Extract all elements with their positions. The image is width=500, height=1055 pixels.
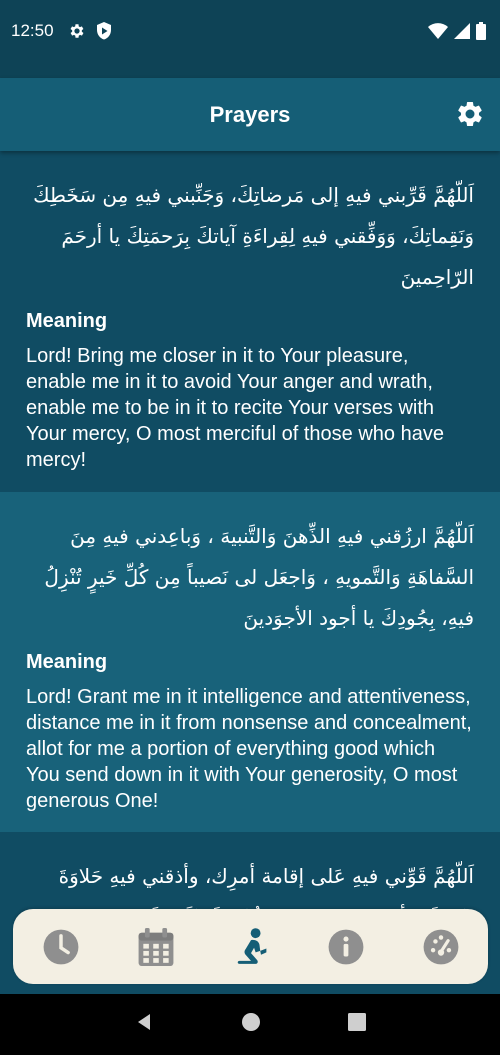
bottom-nav [13,909,488,984]
calendar-icon [138,928,174,966]
home-icon[interactable] [241,1012,261,1037]
meaning-text: Lord! Grant me in it intelligence and attentiveness, distance me in it from nonsense and concealment, allot for me a portion of everything good which You send down in it with Your generosity, O most generous One! [26,686,472,812]
wifi-icon [428,23,448,44]
settings-button[interactable] [454,98,486,130]
prayer-icon [232,927,270,967]
prayer-arabic: اَللّهُمَّ قَوِّني فيهِ عَلى إقامة أمرِك، وأذقني فيهِ حَلاوَةَ [58,864,474,888]
prayer-card [0,492,500,832]
meaning-text: Lord! Bring me closer in it to Your pleasure, enable me in it to avoid Your anger and wrath, enable me to be in it to recite Your verses with Your mercy, O most merciful of those who have mercy! [26,345,444,471]
app-bar [0,78,500,151]
battery-icon [476,22,486,45]
meaning-label: Meaning [26,651,108,673]
recents-icon[interactable] [348,1013,366,1036]
clock-icon [42,928,80,966]
nav-prayers[interactable] [227,923,275,971]
meaning-label: Meaning [26,310,108,332]
gear-icon [455,99,485,129]
nav-prayer-times[interactable] [37,923,85,971]
prayer-card [0,151,500,492]
info-icon [327,928,365,966]
system-nav-bar [0,994,500,1055]
prayer-list[interactable] [0,151,500,994]
status-icons-right [428,22,486,45]
back-icon[interactable] [134,1012,154,1037]
nav-calendar[interactable] [132,923,180,971]
nav-dashboard[interactable] [417,923,465,971]
gear-icon [68,22,86,45]
prayer-arabic: اَللّهُمَّ ارزُقني فيهِ الذِّهنَ وَالتَّنبيهَ ، وَباعِدني فيهِ مِنَ السَّفاهَةِ وَالتَّمويهِ ، وَاجعَل لى نَصيباً مِن كُلِّ خَيرٍ تُنْزِلُ فيهِ، بِجُودِكَ يا أجود الأجوَدينَ [44,524,474,630]
status-bar [0,0,500,78]
page-title: Prayers [209,102,291,127]
prayer-arabic: اَللّهُمَّ قَرِّبني فيهِ إلى مَرضاتِكَ، وَجَنِّبني فيهِ مِن سَخَطِكَ وَنَقِماتِكَ، وَوَفِّقني فيهِ لِقِراءَةِ آياتكَ بِرَحمَتِكَ يا أرحَمَ الرّاحِمينَ [33,183,474,289]
status-icons-left [68,22,112,45]
dashboard-icon [422,928,460,966]
shield-icon [96,22,112,45]
nav-info[interactable] [322,923,370,971]
signal-icon [454,23,470,44]
status-time: 12:50 [11,21,54,40]
